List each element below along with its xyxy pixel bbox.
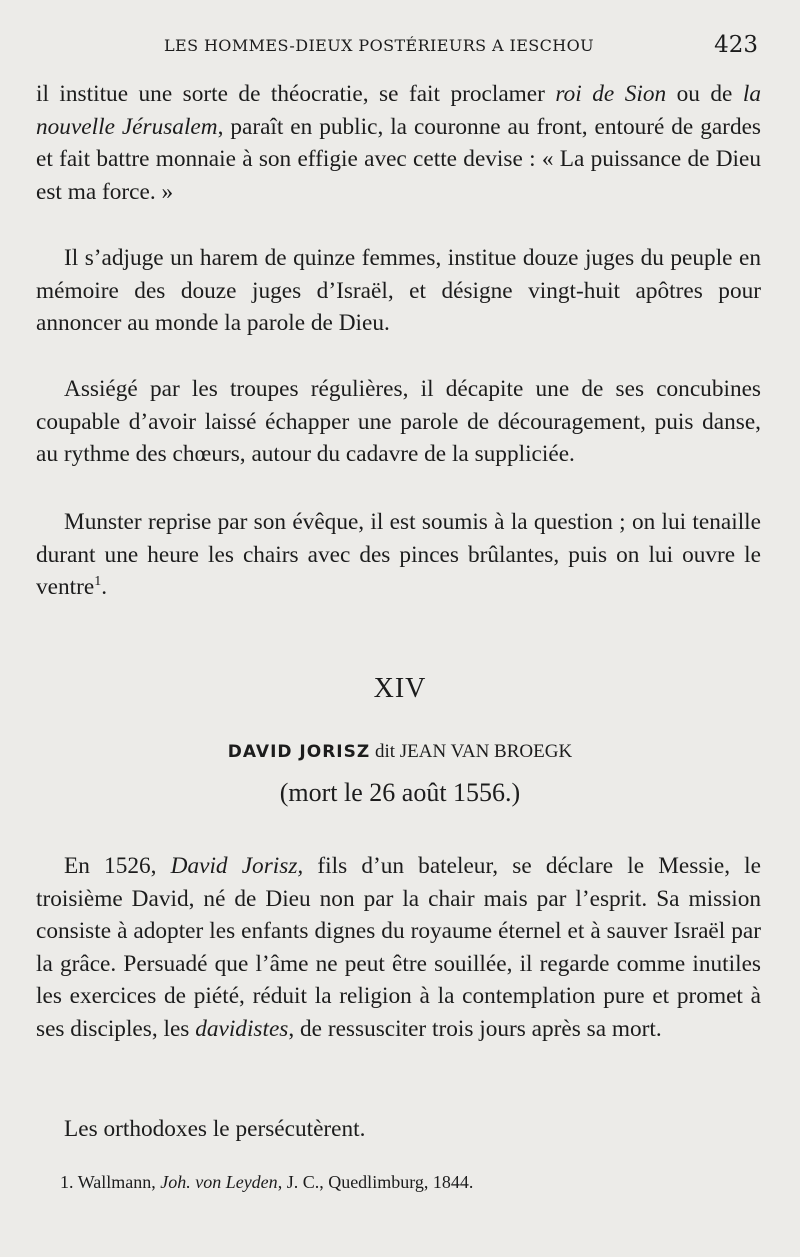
section-title-suffix: dit JEAN VAN BROEGK [374,741,573,762]
italic-david-jorisz: David Jorisz, [170,853,304,879]
paragraph-munster [36,506,761,604]
italic-nouvelle-jerusalem: la nouvelle Jérusalem [36,81,762,140]
paragraph-harem: Il s’adjuge un harem de quinze femmes, institue douze juges du peuple en mémoire des douze juges d’Israël, et désigne vingt-huit apôtres pour annoncer au monde la parole de Dieu. [36,245,761,337]
paragraph-text: , de ressusciter trois jours après sa mort. [288,1015,662,1042]
paragraph-orthodoxes: Les orthodoxes le persécutèrent. [64,1116,366,1142]
footnote-rest: , J. C., Quedlimburg, 1844. [277,1172,474,1192]
running-header [36,30,762,60]
paragraph-text: Munster reprise par son évêque, il est soumis à la question ; on lui tenaille durant une heure les chairs avec des pinces brûlantes, puis on lui ouvre le ventre [36,509,761,601]
paragraph-text: il institue une sorte de théocratie, se fait proclamer [36,81,556,107]
footnote-number: 1. [60,1172,74,1192]
footnote-reference: 1 [94,574,102,590]
section-subtitle: (mort le 26 août 1556.) [279,778,521,807]
paragraph-theocracy [36,78,761,208]
paragraph-david-jorisz [36,850,761,1046]
page-number: 423 [714,32,758,58]
italic-roi-de-sion: roi de Sion [555,81,667,107]
footnote-title: Joh. von Leyden [160,1172,278,1192]
italic-davidistes: davidistes [195,1015,289,1042]
section-title [0,741,800,763]
paragraph-text: . [101,574,108,601]
paragraph-siege: Assiégé par les troupes régulières, il décapite une de ses concubines coupable d’avoir laissé échapper une parole de découragement, puis danse, au rythme des chœurs, autour du cadavre de la suppliciée. [36,376,761,468]
running-title: LES HOMMES-DIEUX POSTÉRIEURS A IESCHOU [164,36,595,55]
section-number: XIV [373,673,427,704]
section-title-name: DAVID JORISZ [227,742,371,762]
footnote-author: Wallmann, [77,1172,156,1192]
paragraph-text: fils d’un bateleur, se déclare le Messie, le troisième David, né de Dieu non par la chair mais par l’esprit. Sa mission consiste à adopter les enfants dignes du royaume éternel et à sauver Israël par la grâce. Persuadé que l’âme ne peut être souillée, il regarde comme inutiles les exercices de piété, réduit la religion à la contemplation pure et promet à ses disciples, les [36,853,761,1042]
paragraph-text: En 1526, [64,853,171,879]
paragraph-text: ou de [666,81,743,107]
footnote [60,1172,760,1193]
paragraph-text: , paraît en public, la couronne au front, entouré de gardes et fait battre monnaie à son effigie avec cette devise : « La puissance de Dieu est ma force. » [36,113,761,205]
